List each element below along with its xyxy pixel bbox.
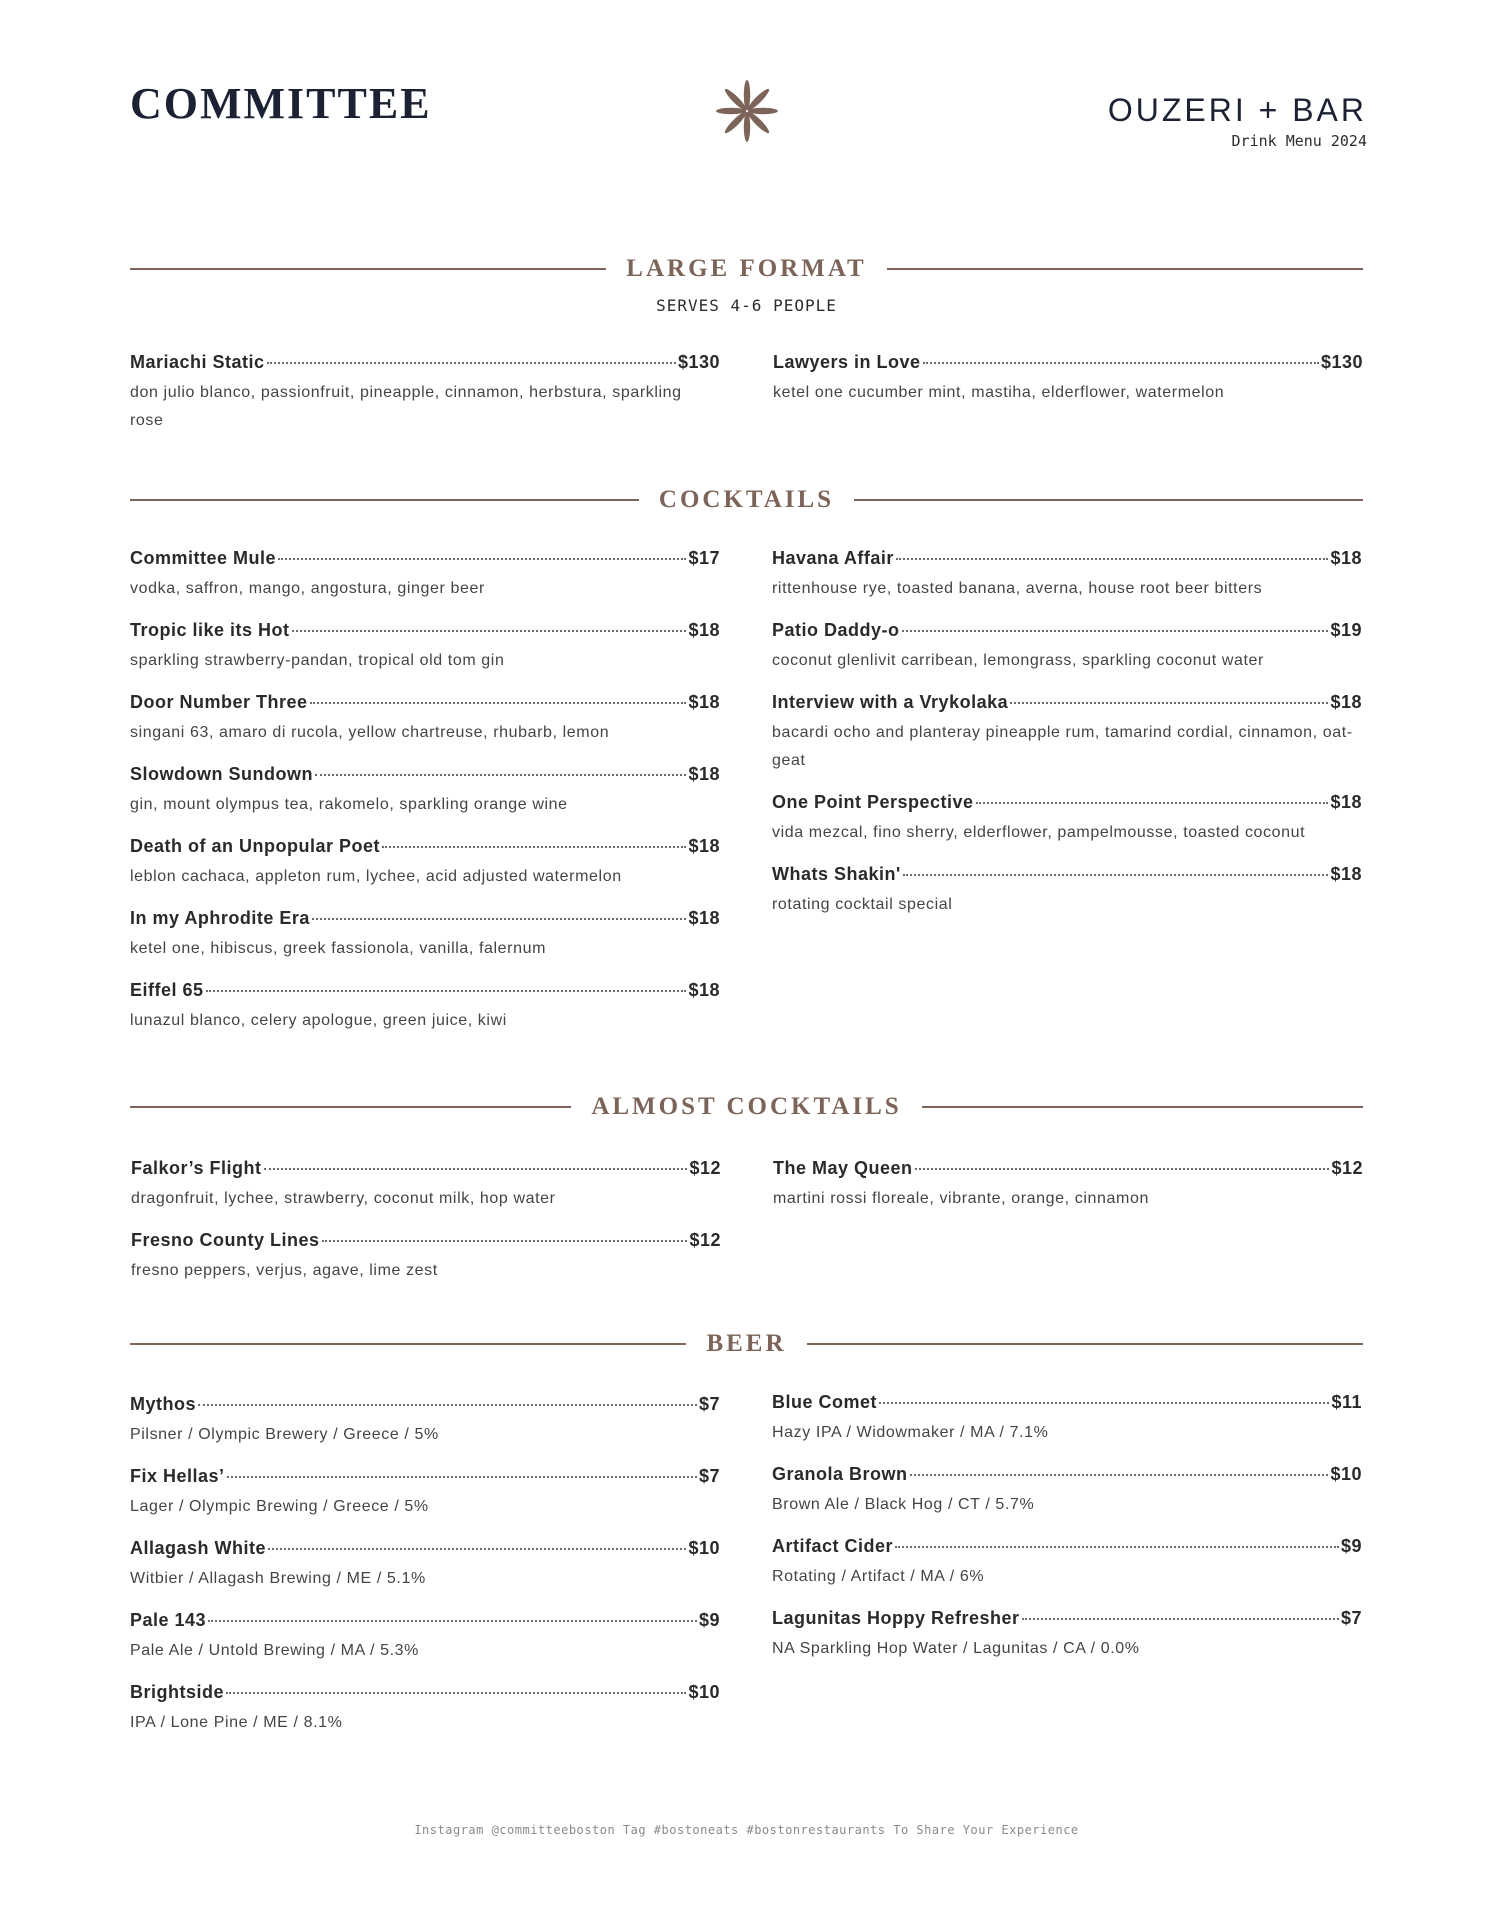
section-header-cocktails [130,486,1363,514]
section-title: BEER [706,1330,787,1357]
menu-item [773,352,1363,407]
menu-item-description: lunazul blanco, celery apologue, green juice, kiwi [130,1012,507,1029]
menu-item-name: Pale 143 [130,1610,207,1630]
menu-item-name: Havana Affair [772,548,894,568]
menu-item-description: Pilsner / Olympic Brewery / Greece / 5% [130,1426,439,1443]
menu-item-name: Fix Hellas’ [130,1466,225,1486]
menu-item-header [772,792,1362,813]
menu-item-price: $18 [688,908,720,928]
menu-item-price: $18 [688,620,720,640]
menu-item-name: Slowdown Sundown [130,764,313,784]
dot-leader [267,362,676,364]
menu-item-name: Brightside [130,1682,225,1702]
dot-leader [896,558,1329,560]
menu-item-description: rotating cocktail special [772,896,953,913]
dot-leader [264,1168,688,1170]
menu-item-price: $10 [688,1538,720,1558]
beer-left-column [130,1394,720,1754]
menu-item-header [773,1158,1363,1179]
menu-item-description: Lager / Olympic Brewing / Greece / 5% [130,1498,429,1515]
menu-item-description: singani 63, amaro di rucola, yellow chartreuse, rhubarb, lemon [130,724,610,741]
menu-item-header [130,836,720,857]
divider-line [130,499,639,501]
section-header-large-format [130,255,1363,283]
menu-item [130,836,720,891]
menu-item-description: gin, mount olympus tea, rakomelo, sparkling orange wine [130,796,568,813]
menu-item-description: coconut glenlivit carribean, lemongrass, sparkling coconut water [772,652,1264,669]
menu-item [773,1158,1363,1213]
menu-item-description: Witbier / Allagash Brewing / ME / 5.1% [130,1570,426,1587]
menu-item [772,1464,1362,1519]
menu-item [130,1466,720,1521]
dot-leader [976,802,1329,804]
menu-item-header [130,764,720,785]
menu-item-header [131,1158,721,1179]
menu-item-price: $10 [688,1682,720,1702]
dot-leader [226,1692,686,1694]
menu-item-name: Lagunitas Hoppy Refresher [772,1608,1020,1628]
header-right [1108,92,1367,150]
dot-leader [879,1402,1329,1404]
menu-item-header [130,1538,720,1559]
footer-social: Instagram @committeeboston Tag #bostoneats #bostonrestaurants To Share Your Experience [414,1823,1079,1837]
beer-right-column [772,1392,1362,1680]
menu-item-price: $10 [1330,1464,1362,1484]
menu-item-header [130,908,720,929]
emblem-petal [716,108,746,114]
menu-item-description: fresno peppers, verjus, agave, lime zest [131,1262,438,1279]
menu-item-price: $9 [698,1610,720,1630]
menu-item [130,764,720,819]
menu-item-name: Tropic like its Hot [130,620,290,640]
menu-item-price: $19 [1330,620,1362,640]
divider-line [854,499,1363,501]
dot-leader [206,990,687,992]
section-title: COCKTAILS [658,486,835,513]
emblem-petal [744,80,750,110]
menu-item [130,1610,720,1665]
menu-item-name: Mythos [130,1394,196,1414]
divider-line [130,1343,686,1345]
menu-item-description: rittenhouse rye, toasted banana, averna, house root beer bitters [772,580,1263,597]
menu-item-price: $9 [1340,1536,1362,1556]
dot-leader [910,1474,1329,1476]
menu-item-price: $18 [1330,692,1362,712]
menu-item-name: Artifact Cider [772,1536,894,1556]
menu-item-price: $12 [689,1230,721,1250]
dot-leader [268,1548,686,1550]
menu-item [772,620,1362,675]
menu-item-name: Falkor’s Flight [131,1158,262,1178]
asterisk-flower-icon [716,80,778,142]
menu-item [131,1230,721,1285]
venue-subtitle: OUZERI + BAR [1107,92,1367,128]
section-subtitle: SERVES 4-6 PEOPLE [656,296,837,315]
divider-line [807,1343,1363,1345]
menu-item [130,548,720,603]
menu-item-name: One Point Perspective [772,792,974,812]
menu-item-description: IPA / Lone Pine / ME / 8.1% [130,1714,343,1731]
menu-item-header [772,548,1362,569]
menu-item-price: $7 [698,1466,720,1486]
menu-item-header [772,1464,1362,1485]
menu-item-header [130,692,720,713]
menu-item [130,352,720,435]
menu-item-price: $18 [688,980,720,1000]
menu-item [772,1536,1362,1591]
menu-item-description: ketel one cucumber mint, mastiha, elderflower, watermelon [773,384,1225,401]
menu-item-name: Door Number Three [130,692,308,712]
menu-item-price: $17 [688,548,720,568]
large-format-right-column [773,352,1363,424]
divider-line [922,1106,1363,1108]
menu-item-header [772,1392,1362,1413]
dot-leader [322,1240,688,1242]
menu-item-description: sparkling strawberry-pandan, tropical old tom gin [130,652,505,669]
menu-item-description: martini rossi floreale, vibrante, orange, cinnamon [773,1190,1149,1207]
menu-item-header [772,1608,1362,1629]
menu-item-description: ketel one, hibiscus, greek fassionola, vanilla, falernum [130,940,547,957]
emblem-petal [748,108,778,114]
brand-logo: COMMITTEE [130,79,432,128]
dot-leader [915,1168,1330,1170]
section-header-almost-cocktails [130,1093,1363,1121]
menu-item-header [130,980,720,1001]
menu-item-header [772,620,1362,641]
menu-item [130,980,720,1035]
menu-item-price: $7 [698,1394,720,1414]
dot-leader [315,774,686,776]
menu-item-name: Eiffel 65 [130,980,204,1000]
menu-item-price: $18 [1330,864,1362,884]
dot-leader [312,918,687,920]
menu-item-header [130,548,720,569]
section-title: ALMOST COCKTAILS [591,1093,902,1120]
dot-leader [208,1620,697,1622]
dot-leader [292,630,687,632]
menu-item-price: $7 [1340,1608,1362,1628]
menu-item [130,692,720,747]
menu-item [772,692,1362,775]
menu-item-price: $18 [1330,792,1362,812]
menu-item-name: Blue Comet [772,1392,878,1412]
divider-line [887,268,1363,270]
menu-item-header [130,620,720,641]
menu-item-price: $12 [1331,1158,1363,1178]
menu-item-header [131,1230,721,1251]
menu-item-name: Mariachi Static [130,352,265,372]
menu-item-name: The May Queen [773,1158,913,1178]
menu-item-name: Granola Brown [772,1464,908,1484]
menu-item-name: Allagash White [130,1538,267,1558]
menu-item [772,864,1362,919]
menu-item-name: Fresno County Lines [131,1230,320,1250]
menu-item-price: $130 [677,352,720,372]
almost-cocktails-left-column [131,1158,721,1302]
menu-item-description: dragonfruit, lychee, strawberry, coconut milk, hop water [131,1190,556,1207]
menu-item-header [130,1394,720,1415]
menu-item [131,1158,721,1213]
menu-item-price: $18 [688,836,720,856]
menu-item-header [130,1610,720,1631]
menu-item-description: vodka, saffron, mango, angostura, ginger beer [130,580,485,597]
cocktails-left-column [130,548,720,1052]
menu-item-price: $18 [688,764,720,784]
menu-item-description: Rotating / Artifact / MA / 6% [772,1568,985,1585]
menu-item [130,620,720,675]
menu-item-header [772,864,1362,885]
menu-item-header [130,352,720,373]
divider-line [130,268,606,270]
dot-leader [1010,702,1328,704]
menu-item-description: Hazy IPA / Widowmaker / MA / 7.1% [772,1424,1049,1441]
dot-leader [895,1546,1339,1548]
menu-item [772,548,1362,603]
menu-item-price: $18 [688,692,720,712]
cocktails-right-column [772,548,1362,936]
menu-item [130,908,720,963]
menu-item [130,1538,720,1593]
menu-item-header [130,1682,720,1703]
menu-item-header [772,692,1362,713]
menu-item-price: $130 [1320,352,1363,372]
menu-item-name: Interview with a Vrykolaka [772,692,1009,712]
menu-item-name: In my Aphrodite Era [130,908,310,928]
menu-item [772,792,1362,847]
dot-leader [902,630,1329,632]
menu-item-description: bacardi ocho and planteray pineapple rum, tamarind cordial, cinnamon, oat-geat [772,724,1353,769]
menu-item-header [772,1536,1362,1557]
dot-leader [382,846,686,848]
menu-item [772,1392,1362,1447]
menu-item-header [773,352,1363,373]
large-format-left-column [130,352,720,452]
menu-item-price: $12 [689,1158,721,1178]
menu-year-note: Drink Menu 2024 [1231,132,1367,150]
dot-leader [310,702,687,704]
dot-leader [1022,1618,1339,1620]
emblem-petal [744,112,750,142]
menu-item-name: Committee Mule [130,548,277,568]
menu-item-description: vida mezcal, fino sherry, elderflower, pampelmousse, toasted coconut [772,824,1306,841]
menu-item-name: Death of an Unpopular Poet [130,836,381,856]
section-title: LARGE FORMAT [626,255,867,282]
menu-item [772,1608,1362,1663]
section-header-beer [130,1330,1363,1358]
menu-item-price: $11 [1331,1392,1362,1412]
dot-leader [198,1404,697,1406]
menu-item-description: NA Sparkling Hop Water / Lagunitas / CA / 0.0% [772,1640,1140,1657]
menu-item [130,1394,720,1449]
menu-item-description: leblon cachaca, appleton rum, lychee, acid adjusted watermelon [130,868,622,885]
divider-line [130,1106,571,1108]
dot-leader [903,874,1329,876]
dot-leader [227,1476,697,1478]
menu-item-name: Whats Shakin' [772,864,901,884]
dot-leader [278,558,686,560]
menu-item-description: Brown Ale / Black Hog / CT / 5.7% [772,1496,1035,1513]
menu-item-description: Pale Ale / Untold Brewing / MA / 5.3% [130,1642,420,1659]
menu-item-description: don julio blanco, passionfruit, pineapple, cinnamon, herbstura, sparkling rose [130,384,682,429]
menu-item-price: $18 [1330,548,1362,568]
menu-item-header [130,1466,720,1487]
dot-leader [923,362,1319,364]
menu-item-name: Lawyers in Love [773,352,921,372]
menu-item [130,1682,720,1737]
menu-item-name: Patio Daddy-o [772,620,900,640]
almost-cocktails-right-column [773,1158,1363,1230]
